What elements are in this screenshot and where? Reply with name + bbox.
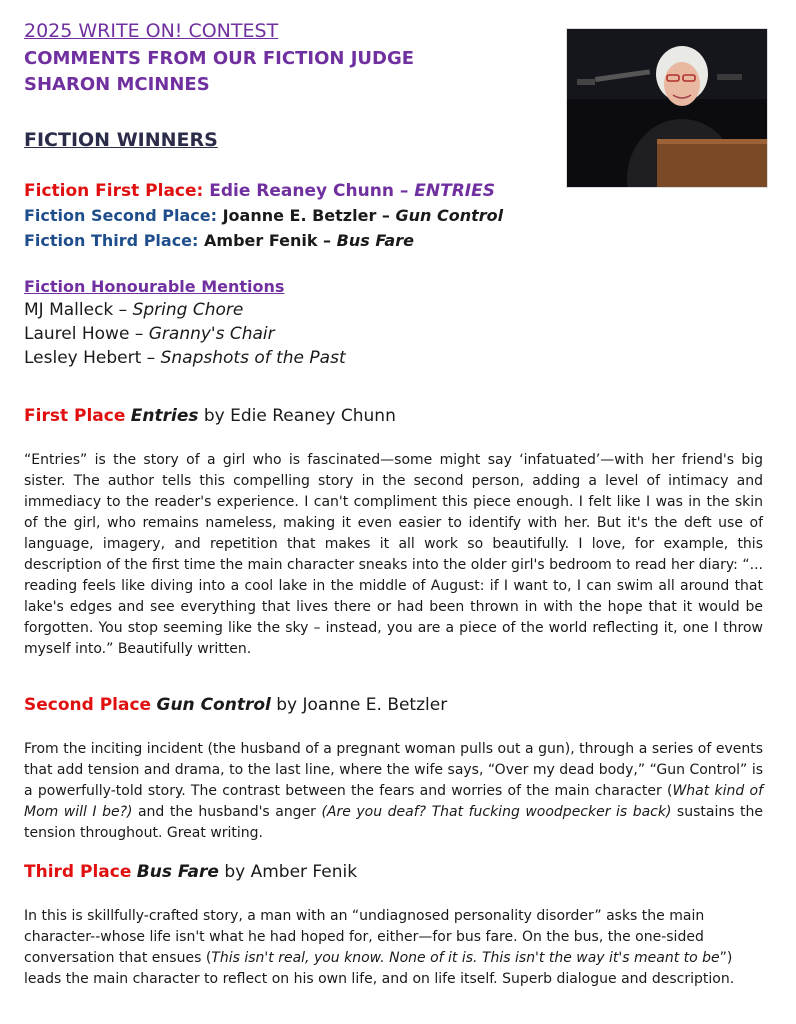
third-place-label: Fiction Third Place: <box>24 231 199 250</box>
third-place-section-title <box>24 862 357 882</box>
section-story-title: Entries <box>130 406 199 426</box>
section-place: First Place <box>24 406 126 426</box>
honourable-mention-item <box>24 300 243 320</box>
hm-title: Granny's Chair <box>148 324 275 344</box>
text-part: sustains the tension throughout. Great writing. <box>24 804 764 841</box>
first-place-author: Edie Reaney Chunn – <box>209 181 409 201</box>
first-place-line <box>24 181 495 201</box>
judge-heading <box>24 46 414 98</box>
section-story-title: Bus Fare <box>136 862 219 882</box>
second-place-section-title <box>24 695 447 715</box>
second-place-line <box>24 206 503 225</box>
text-part: ”) leads the main character to reflect on his own life, and on life itself. Superb dialogue and description. <box>24 950 735 987</box>
fiction-winners-heading: FICTION WINNERS <box>24 129 218 151</box>
third-place-commentary <box>24 906 763 990</box>
section-story-title: Gun Control <box>156 695 271 715</box>
section-place: Second Place <box>24 695 152 715</box>
first-place-section-title <box>24 406 396 426</box>
first-place-label: Fiction First Place: <box>24 181 204 201</box>
hm-author: Laurel Howe – <box>24 324 144 344</box>
hm-title: Snapshots of the Past <box>160 348 346 368</box>
section-place: Third Place <box>24 862 132 882</box>
second-place-title: Gun Control <box>395 206 504 225</box>
judge-photo <box>566 28 768 188</box>
third-place-author: Amber Fenik – <box>204 231 332 250</box>
text-part: and the husband's anger <box>132 804 322 820</box>
second-place-label: Fiction Second Place: <box>24 206 217 225</box>
text-part: From the inciting incident (the husband of a pregnant woman pulls out a gun), through a series of events that add tension and drama, to the last line, where the wife says, “Over my dead body,” “Gun Control” is a powerfully-told story. The contrast between the fears and worries of the main character ( <box>24 741 763 799</box>
first-place-title: ENTRIES <box>414 181 495 201</box>
text-part-italic: This isn't real, you know. None of it is. This isn't the way it's meant to be <box>211 950 720 966</box>
third-place-title: Bus Fare <box>336 231 414 250</box>
hm-author: Lesley Hebert – <box>24 348 156 368</box>
contest-title: 2025 WRITE ON! CONTEST <box>24 20 279 42</box>
text-part-italic: What kind of Mom will I be?) <box>24 783 763 820</box>
honourable-mention-item <box>24 348 346 368</box>
section-byline: by Edie Reaney Chunn <box>203 406 396 426</box>
judge-photo-image <box>567 29 767 187</box>
honourable-mention-item <box>24 324 275 344</box>
section-byline: by Joanne E. Betzler <box>276 695 448 715</box>
judge-heading-line1: COMMENTS FROM OUR FICTION JUDGE <box>24 48 415 69</box>
hm-author: MJ Malleck – <box>24 300 128 320</box>
section-byline: by Amber Fenik <box>224 862 358 882</box>
first-place-commentary: “Entries” is the story of a girl who is fascinated—some might say ‘infatuated’—with her friend's big sister. The author tells this compelling story in the second person, adding a level of intimacy and immediacy to the reader's experience. I can't compliment this piece enough. I felt like I was in the skin of the girl, who remains nameless, making it even easier to identify with her. But it's the deft use of language, imagery, and repetition that makes it all work so beautifully. I love, for example, this description of the first time the main character sneaks into the older girl's bedroom to read her diary: “... reading feels like diving into a cool lake in the middle of August: if I want to, I can swim all around that lake's edges and see everything that lives there or had been thrown in with the hope that it would be forgotten. You stop seeming like the sky – instead, you are a piece of the world reflecting it, one I throw myself into.” Beautifully written. <box>24 452 763 657</box>
second-place-author: Joanne E. Betzler – <box>222 206 390 225</box>
third-place-line <box>24 231 414 250</box>
honourable-mentions-heading: Fiction Honourable Mentions <box>24 277 285 296</box>
judge-heading-line2: SHARON MCINNES <box>24 74 210 95</box>
hm-title: Spring Chore <box>132 300 244 320</box>
text-part-italic: (Are you deaf? That fucking woodpecker is back) <box>321 804 672 820</box>
text-part: In this is skillfully-crafted story, a man with an “undiagnosed personality disorder” asks the main character--whose life isn't what he had hoped for, either—for bus fare. On the bus, the one-sided conversation that ensues ( <box>24 908 705 966</box>
second-place-commentary <box>24 739 763 844</box>
